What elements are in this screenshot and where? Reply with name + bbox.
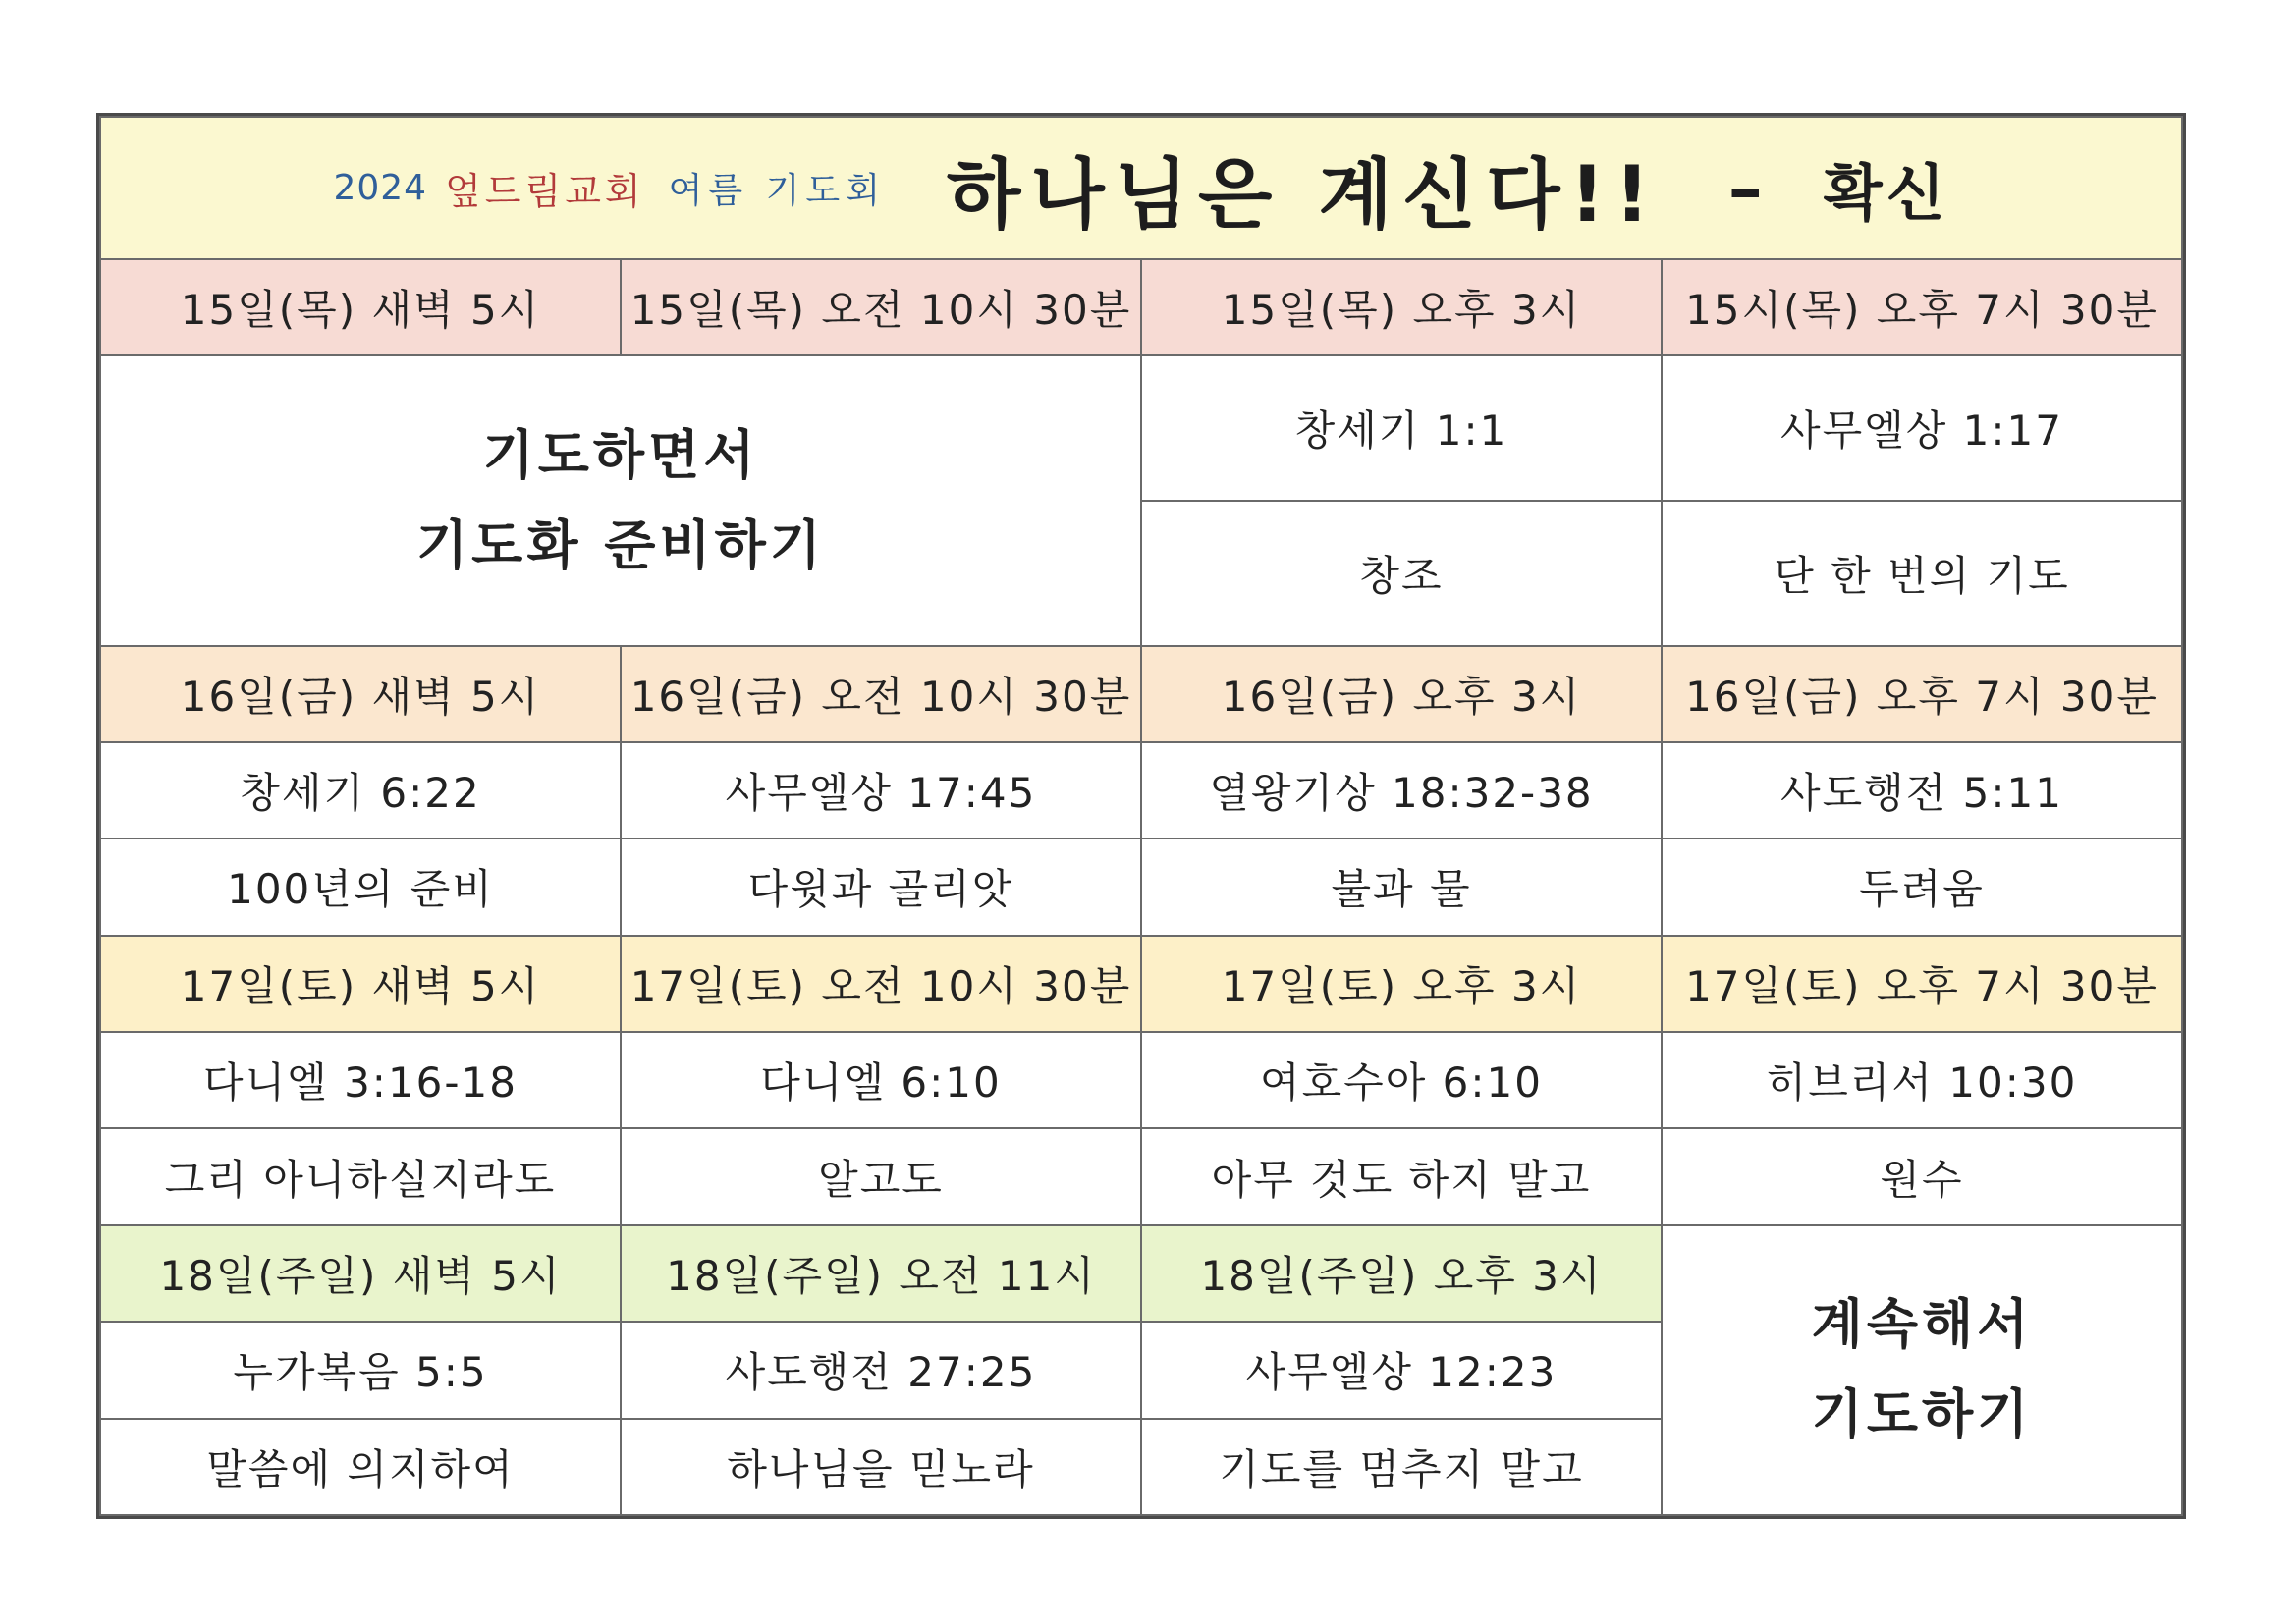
day16-verse-row — [100, 742, 2182, 839]
verse-cell: 사도행전 5:11 — [1662, 742, 2182, 839]
intro-note-line2: 기도화 준비하기 — [416, 514, 825, 576]
title-dash: – — [1727, 147, 1765, 229]
intro-note-line1: 기도하면서 — [482, 423, 759, 486]
session-header: 16일(금) 오후 7시 30분 — [1662, 646, 2182, 742]
title-meeting: 여름 기도회 — [668, 171, 886, 211]
title-row — [100, 117, 2182, 259]
session-header: 15시(목) 오후 7시 30분 — [1662, 259, 2182, 355]
topic-cell: 단 한 번의 기도 — [1662, 501, 2182, 646]
day18-header-row — [100, 1225, 2182, 1322]
day16-header-row — [100, 646, 2182, 742]
title-cell — [100, 117, 2182, 259]
session-header: 17일(토) 오전 10시 30분 — [621, 936, 1141, 1032]
day17-topic-row — [100, 1128, 2182, 1224]
day16-topic-row — [100, 839, 2182, 935]
verse-cell: 누가복음 5:5 — [100, 1322, 621, 1418]
session-header: 17일(토) 오후 3시 — [1141, 936, 1662, 1032]
verse-cell: 열왕기상 18:32-38 — [1141, 742, 1662, 839]
title-church: 엎드림교회 — [445, 170, 645, 213]
topic-cell: 알고도 — [621, 1128, 1141, 1224]
session-header: 17일(토) 오후 7시 30분 — [1662, 936, 2182, 1032]
topic-cell: 말씀에 의지하여 — [100, 1419, 621, 1516]
topic-cell: 창조 — [1141, 501, 1662, 646]
closing-note-line2: 기도하기 — [1811, 1383, 2033, 1446]
day17-verse-row — [100, 1032, 2182, 1128]
intro-note-cell — [100, 355, 1141, 645]
session-header: 15일(목) 새벽 5시 — [100, 259, 621, 355]
topic-cell: 불과 물 — [1141, 839, 1662, 935]
prayer-schedule-table — [99, 116, 2183, 1516]
topic-cell: 원수 — [1662, 1128, 2182, 1224]
title-sub: 확신 — [1823, 157, 1949, 229]
verse-cell: 사도행전 27:25 — [621, 1322, 1141, 1418]
verse-cell: 여호수아 6:10 — [1141, 1032, 1662, 1128]
verse-cell: 사무엘상 12:23 — [1141, 1322, 1662, 1418]
session-header: 17일(토) 새벽 5시 — [100, 936, 621, 1032]
session-header: 15일(목) 오전 10시 30분 — [621, 259, 1141, 355]
day17-header-row — [100, 936, 2182, 1032]
topic-cell: 기도를 멈추지 말고 — [1141, 1419, 1662, 1516]
session-header: 18일(주일) 오전 11시 — [621, 1225, 1141, 1322]
verse-cell: 히브리서 10:30 — [1662, 1032, 2182, 1128]
verse-cell: 사무엘상 17:45 — [621, 742, 1141, 839]
schedule-sheet — [96, 113, 2186, 1519]
day15-verse-row — [100, 355, 2182, 501]
day15-header-row — [100, 259, 2182, 355]
title-year: 2024 — [333, 168, 428, 208]
topic-cell: 아무 것도 하지 말고 — [1141, 1128, 1662, 1224]
topic-cell: 다윗과 골리앗 — [621, 839, 1141, 935]
verse-cell: 다니엘 3:16-18 — [100, 1032, 621, 1128]
session-header: 16일(금) 오전 10시 30분 — [621, 646, 1141, 742]
session-header: 18일(주일) 새벽 5시 — [100, 1225, 621, 1322]
closing-note-line1: 계속해서 — [1811, 1293, 2033, 1356]
topic-cell: 두려움 — [1662, 839, 2182, 935]
topic-cell: 그리 아니하실지라도 — [100, 1128, 621, 1224]
session-header: 15일(목) 오후 3시 — [1141, 259, 1662, 355]
session-header: 16일(금) 새벽 5시 — [100, 646, 621, 742]
title-main: 하나님은 계신다!! — [946, 150, 1660, 240]
session-header: 18일(주일) 오후 3시 — [1141, 1225, 1662, 1322]
verse-cell: 창세기 6:22 — [100, 742, 621, 839]
session-header: 16일(금) 오후 3시 — [1141, 646, 1662, 742]
verse-cell: 사무엘상 1:17 — [1662, 355, 2182, 501]
topic-cell: 하나님을 믿노라 — [621, 1419, 1141, 1516]
closing-note-cell — [1662, 1225, 2182, 1515]
topic-cell: 100년의 준비 — [100, 839, 621, 935]
verse-cell: 다니엘 6:10 — [621, 1032, 1141, 1128]
verse-cell: 창세기 1:1 — [1141, 355, 1662, 501]
title-banner — [101, 134, 2181, 244]
